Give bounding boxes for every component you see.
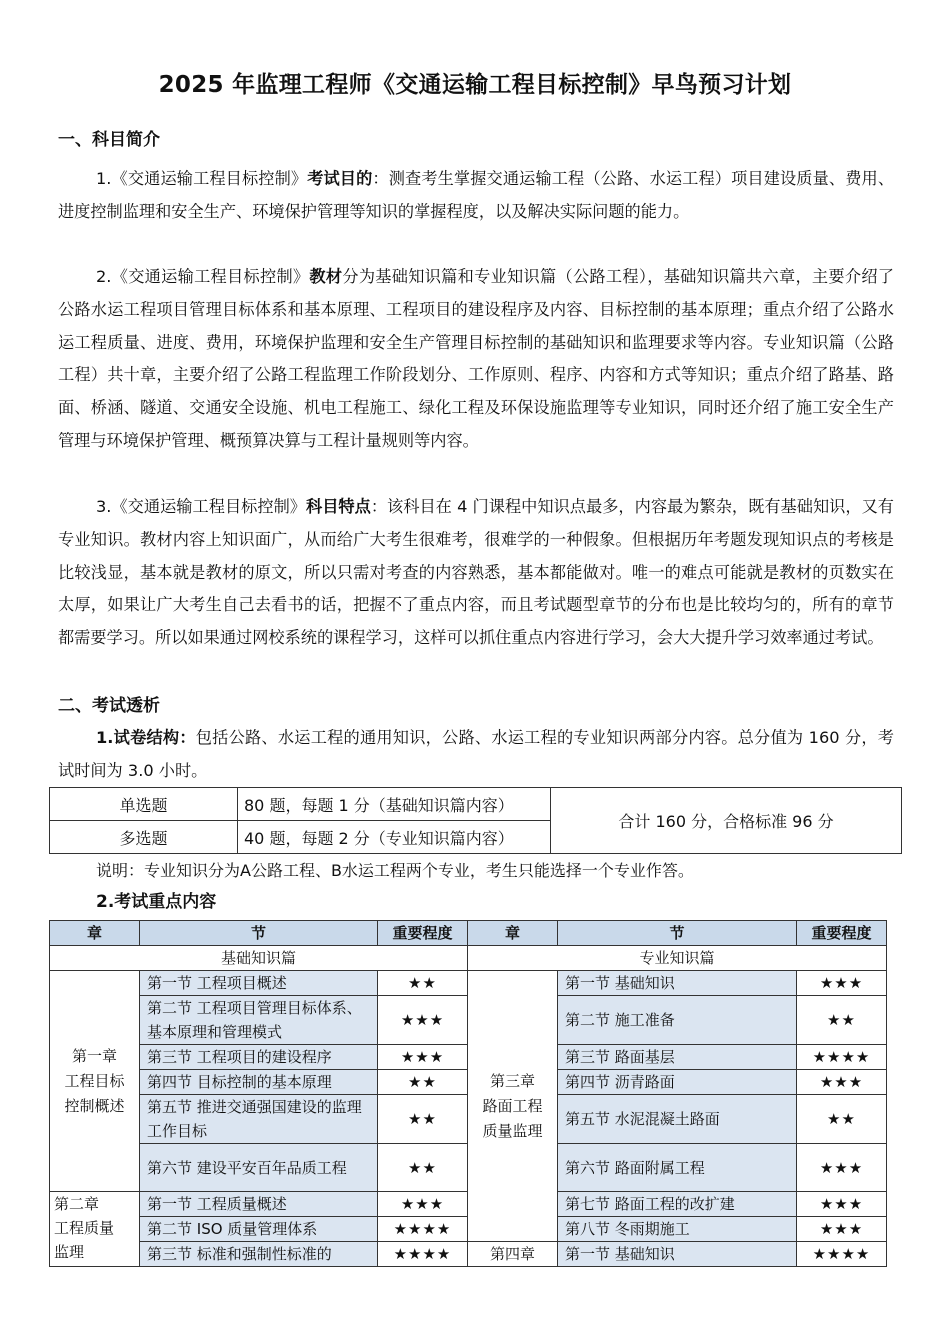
importance-cell: ★★ (378, 1070, 468, 1095)
importance-cell: ★★ (378, 1144, 468, 1192)
importance-cell: ★★★★ (378, 1242, 468, 1267)
header-section: 节 (558, 921, 797, 946)
chapter-cell: 第一章 工程目标 控制概述 (50, 971, 140, 1192)
subheading-key-content: 2.考试重点内容 (96, 892, 217, 912)
question-type-cell: 多选题 (50, 821, 238, 854)
header-chapter: 章 (468, 921, 558, 946)
category-professional: 专业知识篇 (468, 946, 887, 971)
header-importance: 重要程度 (378, 921, 468, 946)
section-cell: 第二节 工程项目管理目标体系、基本原理和管理模式 (140, 996, 378, 1045)
paragraph-subject-features: 3.《交通运输工程目标控制》科目特点：该科目在 4 门课程中知识点最多，内容最为繁杂，既有基础知识，又有专业知识。教材内容上知识面广，从而给广大考生很难考，很难学的一种假象。但根据历年考题发现知识点的考核是比较浅显，基本就是教材的原文，所以只需对考查的内容熟悉，基本都能做对。唯一的难点可能就是教材的页数实在太厚，如果让广大考生自己去看书的话，把握不了重点内容，而且考试题型章节的分布也是比较均匀的，所有的章节都需要学习。所以如果通过网校系统的课程学习，这样可以抓住重点内容进行学习，会大大提升学习效率通过考试。 (58, 497, 894, 648)
importance-cell: ★★★ (797, 971, 887, 996)
section-cell: 第四节 沥青路面 (558, 1070, 797, 1095)
key-content-table (49, 920, 887, 1267)
table-row (50, 788, 902, 821)
document-title: 2025 年监理工程师《交通运输工程目标控制》早鸟预习计划 (158, 72, 792, 98)
section-cell: 第五节 推进交通强国建设的监理工作目标 (140, 1095, 378, 1144)
importance-cell: ★★★★ (378, 1217, 468, 1242)
chapter-cell: 第二章 工程质量 监理 (50, 1192, 140, 1267)
category-row (50, 946, 887, 971)
exam-structure-table (49, 787, 902, 854)
section-heading-exam-analysis: 二、考试透析 (58, 696, 160, 716)
section-cell: 第三节 标准和强制性标准的 (140, 1242, 378, 1267)
importance-cell: ★★ (378, 1095, 468, 1144)
section-cell: 第七节 路面工程的改扩建 (558, 1192, 797, 1217)
importance-cell: ★★★ (378, 996, 468, 1045)
section-cell: 第二节 ISO 质量管理体系 (140, 1217, 378, 1242)
importance-cell: ★★ (797, 996, 887, 1045)
table-header-row (50, 921, 887, 946)
importance-cell: ★★ (378, 971, 468, 996)
section-cell: 第三节 工程项目的建设程序 (140, 1045, 378, 1070)
section-cell: 第一节 工程质量概述 (140, 1192, 378, 1217)
section-cell: 第一节 基础知识 (558, 1242, 797, 1267)
category-basic: 基础知识篇 (50, 946, 468, 971)
total-score-cell: 合计 160 分，合格标准 96 分 (551, 788, 902, 854)
question-type-cell: 单选题 (50, 788, 238, 821)
importance-cell: ★★★ (378, 1045, 468, 1070)
section-cell: 第五节 水泥混凝土路面 (558, 1095, 797, 1144)
importance-cell: ★★★ (378, 1192, 468, 1217)
paragraph-exam-purpose: 1.《交通运输工程目标控制》考试目的：测查考生掌握交通运输工程（公路、水运工程）项目建设质量、费用、进度控制监理和安全生产、环境保护管理等知识的掌握程度，以及解决实际问题的能力。 (58, 169, 895, 221)
importance-cell: ★★★★ (797, 1242, 887, 1267)
section-cell: 第四节 目标控制的基本原理 (140, 1070, 378, 1095)
exam-note: 说明：专业知识分为A公路工程、B水运工程两个专业，考生只能选择一个专业作答。 (96, 861, 694, 880)
section-cell: 第六节 建设平安百年品质工程 (140, 1144, 378, 1192)
section-cell: 第六节 路面附属工程 (558, 1144, 797, 1192)
chapter-cell: 第三章 路面工程 质量监理 (468, 971, 558, 1242)
table-row (50, 1242, 887, 1267)
section-heading-intro: 一、科目简介 (58, 130, 160, 150)
importance-cell: ★★★★ (797, 1045, 887, 1070)
importance-cell: ★★ (797, 1095, 887, 1144)
importance-cell: ★★★ (797, 1192, 887, 1217)
table-row (50, 971, 887, 996)
section-cell: 第一节 工程项目概述 (140, 971, 378, 996)
header-importance: 重要程度 (797, 921, 887, 946)
importance-cell: ★★★ (797, 1217, 887, 1242)
header-section: 节 (140, 921, 378, 946)
question-detail-cell: 80 题，每题 1 分（基础知识篇内容） (238, 788, 551, 821)
header-chapter: 章 (50, 921, 140, 946)
importance-cell: ★★★ (797, 1144, 887, 1192)
importance-cell: ★★★ (797, 1070, 887, 1095)
section-cell: 第二节 施工准备 (558, 996, 797, 1045)
paragraph-textbook: 2.《交通运输工程目标控制》教材分为基础知识篇和专业知识篇（公路工程），基础知识篇共六章，主要介绍了公路水运工程项目管理目标体系和基本原理、工程项目的建设程序及内容、目标控制的基本原理；重点介绍了公路水运工程质量、进度、费用，环境保护监理和安全生产管理目标控制的基础知识和监理要求等内容。专业知识篇（公路工程）共十章，主要介绍了公路工程监理工作阶段划分、工作原则、程序、内容和方式等知识；重点介绍了路基、路面、桥涵、隧道、交通安全设施、机电工程施工、绿化工程及环保设施监理等专业知识，同时还介绍了施工安全生产管理与环境保护管理、概预算决算与工程计量规则等内容。 (58, 267, 894, 450)
section-cell: 第一节 基础知识 (558, 971, 797, 996)
section-cell: 第八节 冬雨期施工 (558, 1217, 797, 1242)
chapter-cell: 第四章 (468, 1242, 558, 1267)
question-detail-cell: 40 题，每题 2 分（专业知识篇内容） (238, 821, 551, 854)
paragraph-paper-structure: 1.试卷结构：包括公路、水运工程的通用知识，公路、水运工程的专业知识两部分内容。总分值为 160 分，考试时间为 3.0 小时。 (58, 728, 894, 780)
section-cell: 第三节 路面基层 (558, 1045, 797, 1070)
